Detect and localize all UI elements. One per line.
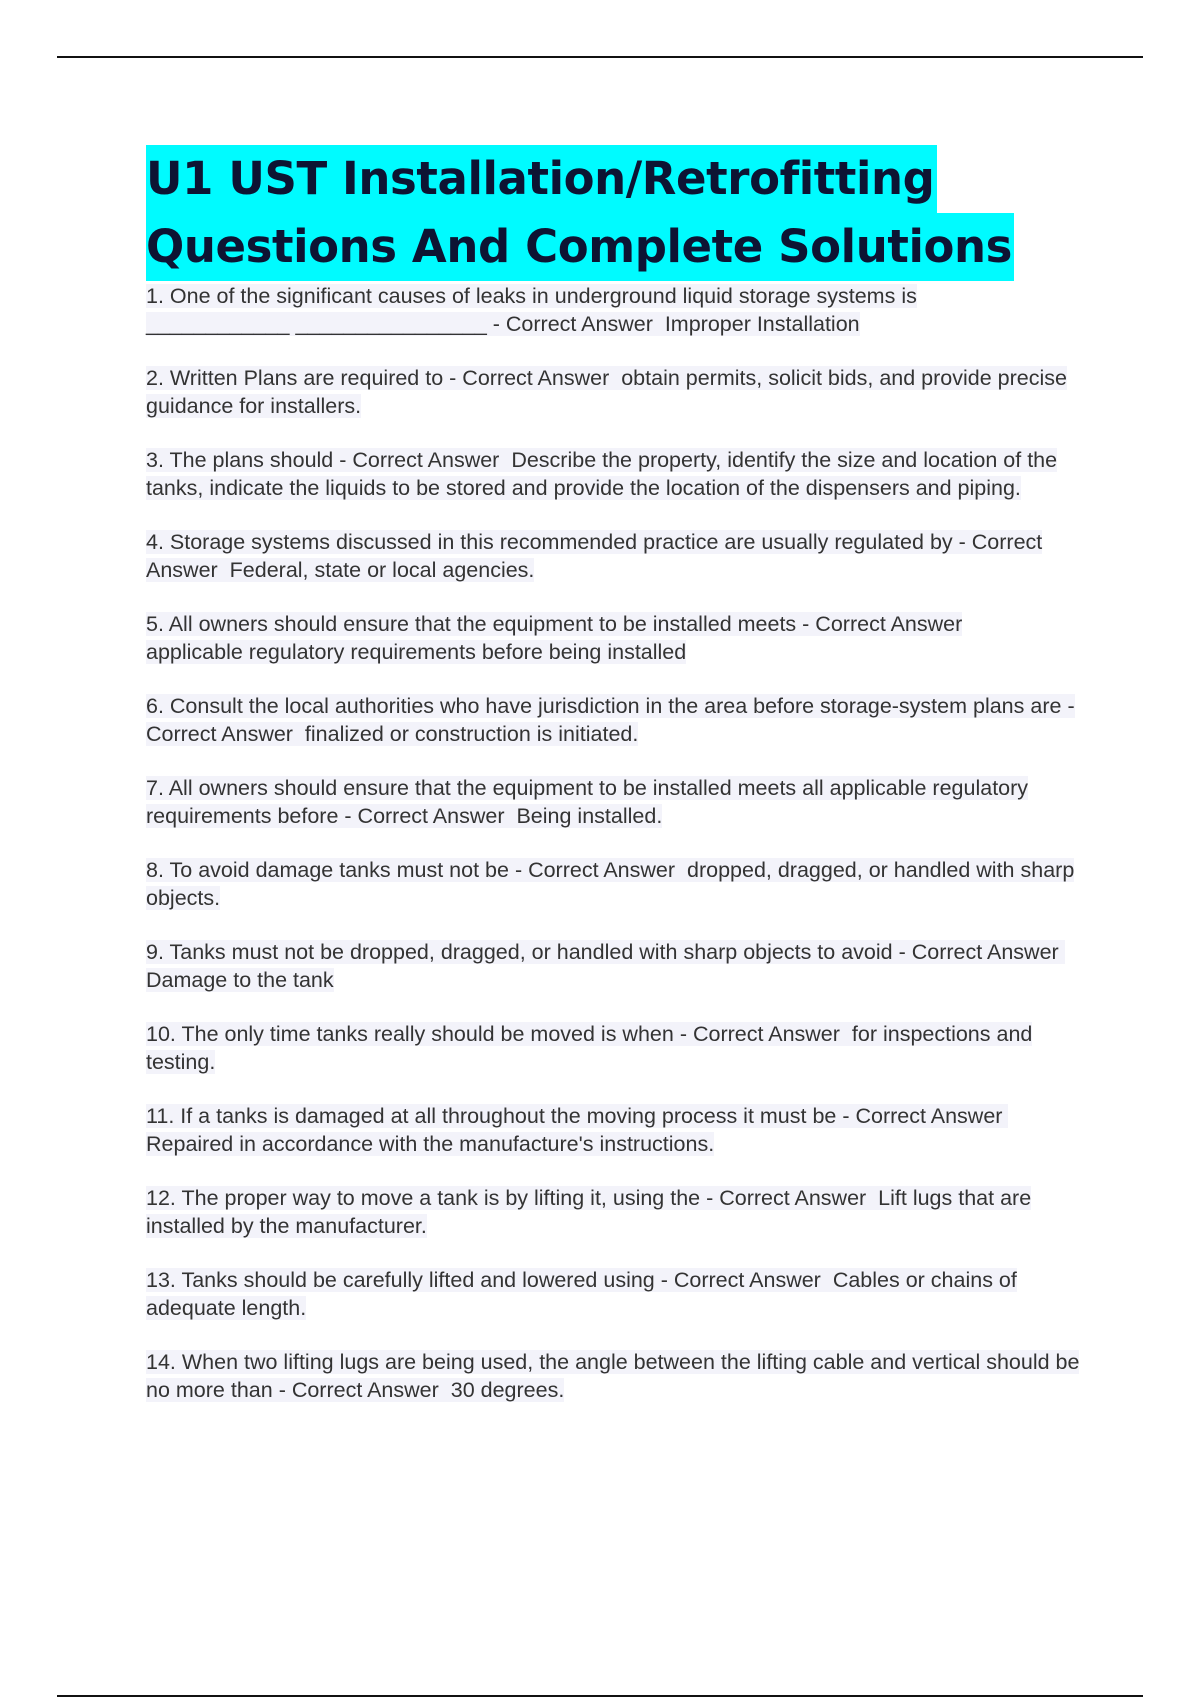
answer-blank: ____________ ________________ [146,311,487,336]
answer-text: Describe the property, identify the size and location of the tanks, indicate the liquids to be stored and provide the location of the dispensers and piping. [146,448,1058,500]
correct-answer-label: - Correct Answer [146,530,1043,582]
correct-answer-label: - Correct Answer [706,1186,867,1210]
qa-item-10 [146,1021,1096,1076]
correct-answer-label: - Correct Answer [898,940,1059,964]
qa-item-3 [146,447,1096,502]
question-text: 8. To avoid damage tanks must not be [146,858,509,882]
question-text: 6. Consult the local authorities who have jurisdiction in the area before storage-system plans are [146,694,1062,718]
qa-item-12 [146,1185,1096,1240]
correct-answer-label: - Correct Answer [492,311,653,336]
answer-text: applicable regulatory requirements before being installed [146,639,687,664]
question-text: 2. Written Plans are required to [146,366,444,390]
correct-answer-label: - Correct Answer [146,694,1075,746]
answer-text: finalized or construction is initiated. [304,721,639,746]
correct-answer-label: - Correct Answer [344,803,505,828]
header-rule [57,56,1143,58]
correct-answer-label: - Correct Answer [842,1104,1003,1128]
correct-answer-label: - Correct Answer [802,612,963,636]
document-title [146,145,1096,281]
correct-answer-label: - Correct Answer [679,1022,840,1046]
question-text: 11. If a tanks is damaged at all throughout the moving process it must be [146,1104,837,1128]
qa-item-4 [146,529,1096,584]
qa-item-1 [146,283,1096,338]
question-text: 7. All owners should ensure that the equipment to be installed meets all applicable regulatory requirements before [146,776,1029,828]
question-text: 13. Tanks should be carefully lifted and lowered using [146,1268,655,1292]
qa-item-9 [146,939,1096,994]
answer-text: Lift lugs that are installed by the manufacturer. [146,1186,1032,1238]
question-text: 4. Storage systems discussed in this recommended practice are usually regulated by [146,530,953,554]
qa-item-6 [146,693,1096,748]
answer-text: Cables or chains of adequate length. [146,1268,1017,1320]
qa-list [146,283,1096,1404]
answer-text: for inspections and testing. [146,1022,1033,1074]
qa-item-8 [146,857,1096,912]
qa-item-7 [146,775,1096,830]
question-text: 3. The plans should [146,448,334,472]
answer-text: Repaired in accordance with the manufacture's instructions. [146,1131,715,1156]
answer-text: obtain permits, solicit bids, and provide precise guidance for installers. [146,366,1067,418]
correct-answer-label: - Correct Answer [278,1377,439,1402]
qa-item-5 [146,611,1096,666]
title-line-2: Questions And Complete Solutions [146,213,1014,281]
question-text: 14. When two lifting lugs are being used, the angle between the lifting cable and vertical should be no more than [146,1350,1080,1402]
title-line-1: U1 UST Installation/Retrofitting [146,145,937,213]
correct-answer-label: - Correct Answer [339,448,500,472]
question-text: 12. The proper way to move a tank is by lifting it, using the [146,1186,701,1210]
answer-text: Damage to the tank [146,967,334,992]
answer-text: 30 degrees. [450,1377,565,1402]
question-text: 9. Tanks must not be dropped, dragged, or handled with sharp objects to avoid [146,940,893,964]
correct-answer-label: - Correct Answer [449,366,610,390]
qa-item-13 [146,1267,1096,1322]
footer-rule [57,1695,1143,1697]
question-text: 5. All owners should ensure that the equipment to be installed meets [146,612,797,636]
document-body [146,145,1096,1431]
correct-answer-label: - Correct Answer [514,858,676,882]
correct-answer-label: - Correct Answer [660,1268,821,1292]
qa-item-14 [146,1349,1096,1404]
question-text: 1. One of the significant causes of leaks in underground liquid storage systems is [146,284,917,308]
qa-item-2 [146,365,1096,420]
qa-item-11 [146,1103,1096,1158]
answer-text: Improper Installation [664,311,860,336]
answer-text: dropped, dragged, or handled with sharp objects. [146,858,1075,910]
answer-text: Being installed. [516,803,663,828]
question-text: 10. The only time tanks really should be moved is when [146,1022,674,1046]
answer-text: Federal, state or local agencies. [229,557,535,582]
